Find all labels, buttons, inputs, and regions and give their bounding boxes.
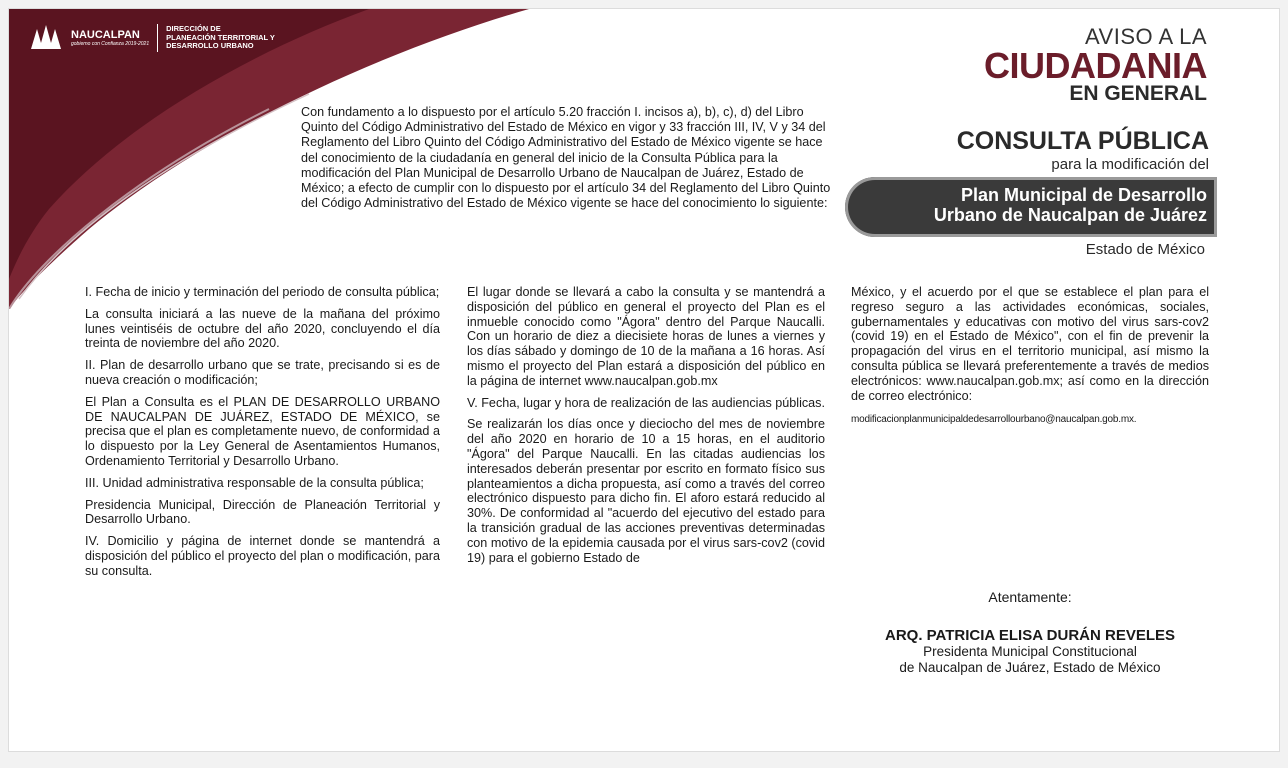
paragraph: El Plan a Consulta es el PLAN DE DESARROLLO URBANO DE NAUCALPAN DE JUÁREZ, ESTADO DE MÉXICO, se precisa que el plan es completamente nuevo, de conformidad a lo dispuesto por la Ley General de Asentamientos Humanos, Ordenamiento Territorial y Desarrollo Urbano. <box>85 394 440 468</box>
title-line-2: CIUDADANIA <box>984 45 1207 86</box>
municipal-logo <box>29 23 275 53</box>
signer-name: ARQ. PATRICIA ELISA DURÁN REVELES <box>884 627 1176 644</box>
title-line-1: AVISO A LA <box>1085 24 1207 49</box>
department-name: DIRECCIÓN DE PLANEACIÓN TERRITORIAL Y DESARROLLO URBANO <box>166 24 275 51</box>
column-2 <box>467 285 825 572</box>
state-label: Estado de México <box>1085 241 1205 258</box>
paragraph: La consulta iniciará a las nueve de la mañana del próximo lunes veintiséis de octubre del año 2020, concluyendo el día treinta de noviembre del año 2020. <box>85 306 440 351</box>
logo-divider <box>157 24 158 52</box>
paragraph: II. Plan de desarrollo urbano que se trate, precisando si es de nueva creación o modificación; <box>85 358 440 387</box>
logo-name: NAUCALPAN <box>71 28 140 41</box>
paragraph: III. Unidad administrativa responsable de la consulta pública; <box>85 475 424 490</box>
banner-line-2: Urbano de Naucalpan de Juárez <box>933 205 1207 225</box>
paragraph: V. Fecha, lugar y hora de realización de las audiencias públicas. <box>467 395 825 410</box>
signature-block <box>865 589 1195 676</box>
banner-line-1: Plan Municipal de Desarrollo <box>960 185 1207 205</box>
plan-banner <box>845 177 1217 237</box>
column-1 <box>85 285 440 586</box>
consultation-subheading: para la modificación del <box>1051 156 1209 173</box>
paragraph: I. Fecha de inicio y terminación del periodo de consulta pública; <box>85 285 440 299</box>
paragraph: El lugar donde se llevará a cabo la consulta y se mantendrá a disposición del público en general el proyecto del Plan es el inmueble conocido como "Ágora" dentro del Parque Naucalli. Con un horario de diez a diecisiete horas de lunes a viernes y los días sábado y domingo de 10 de la mañana a 16 horas. Así mismo el proyecto del Plan estará a disposición del público en la página de internet www.naucalpan.gob.mx <box>467 285 825 388</box>
logo-slogan: gobierno con Confianza 2019-2021 <box>71 40 150 47</box>
title-line-3: EN GENERAL <box>1069 82 1207 105</box>
notice-title <box>984 25 1207 105</box>
intro-paragraph: Con fundamento a lo dispuesto por el artículo 5.20 fracción I. incisos a), b), c), d) del Libro Quinto del Código Administrativo del Estado de México en vigor y 33 fracción III, IV, V y 34 del Reglamento del Libro Quinto del Código Administrativo del Estado de México vigente se hace del conocimiento de la ciudadanía en general del inicio de la Consulta Pública para la modificación del Plan Municipal de Desarrollo Urbano de Naucalpan de Juárez, Estado de México; a efecto de cumplir con lo dispuesto por el artículo 34 del Reglamento del Libro Quinto del Código Administrativo del Estado de México vigente se hace del conocimiento lo siguiente: <box>301 105 831 211</box>
logo-emblem-icon <box>29 23 63 53</box>
signer-role-2: de Naucalpan de Juárez, Estado de México <box>899 660 1161 675</box>
paragraph: Se realizarán los días once y dieciocho del mes de noviembre del año 2020 en horario de 10 a 15 horas, en el auditorio "Ágora" del Parque Naucalli. En las citadas audiencias los interesados deberán presentar por escrito en formato físico sus planteamientos a dicha propuesta, así como a través del correo electrónico dispuesto para dicho fin. El aforo estará reducido al 30%. De conformidad al "acuerdo del ejecutivo del estado para la transición gradual de las acciones preventivas determinadas con motivo de la epidemia causada por el virus sars-cov2 (covid 19) para el gobierno Estado de <box>467 417 825 565</box>
paragraph: IV. Domicilio y página de internet donde se mantendrá a disposición del público el proyecto del plan o modificación, para su consulta. <box>85 534 440 578</box>
consultation-heading: CONSULTA PÚBLICA <box>956 127 1209 155</box>
closing-regards: Atentamente: <box>988 589 1072 605</box>
column-3 <box>851 285 1209 435</box>
contact-email: modificacionplanmunicipaldedesarrollourbano@naucalpan.gob.mx. <box>851 414 1137 426</box>
signer-role-1: Presidenta Municipal Constitucional <box>923 644 1137 659</box>
paragraph: Presidencia Municipal, Dirección de Planeación Territorial y Desarrollo Urbano. <box>85 497 440 527</box>
paragraph: México, y el acuerdo por el que se establece el plan para el regreso seguro a las actividades económicas, sociales, gubernamentales y educativas con motivo del virus sars-cov2 (covid 19) en el Estado de México", con el fin de prevenir la propagación del virus en el territorio municipal, así mismo la consulta pública se llevará preferentemente a través de medios electrónicos: www.naucalpan.gob.mx; así como en la dirección de correo electrónico: <box>851 285 1209 403</box>
notice-page <box>8 8 1280 752</box>
